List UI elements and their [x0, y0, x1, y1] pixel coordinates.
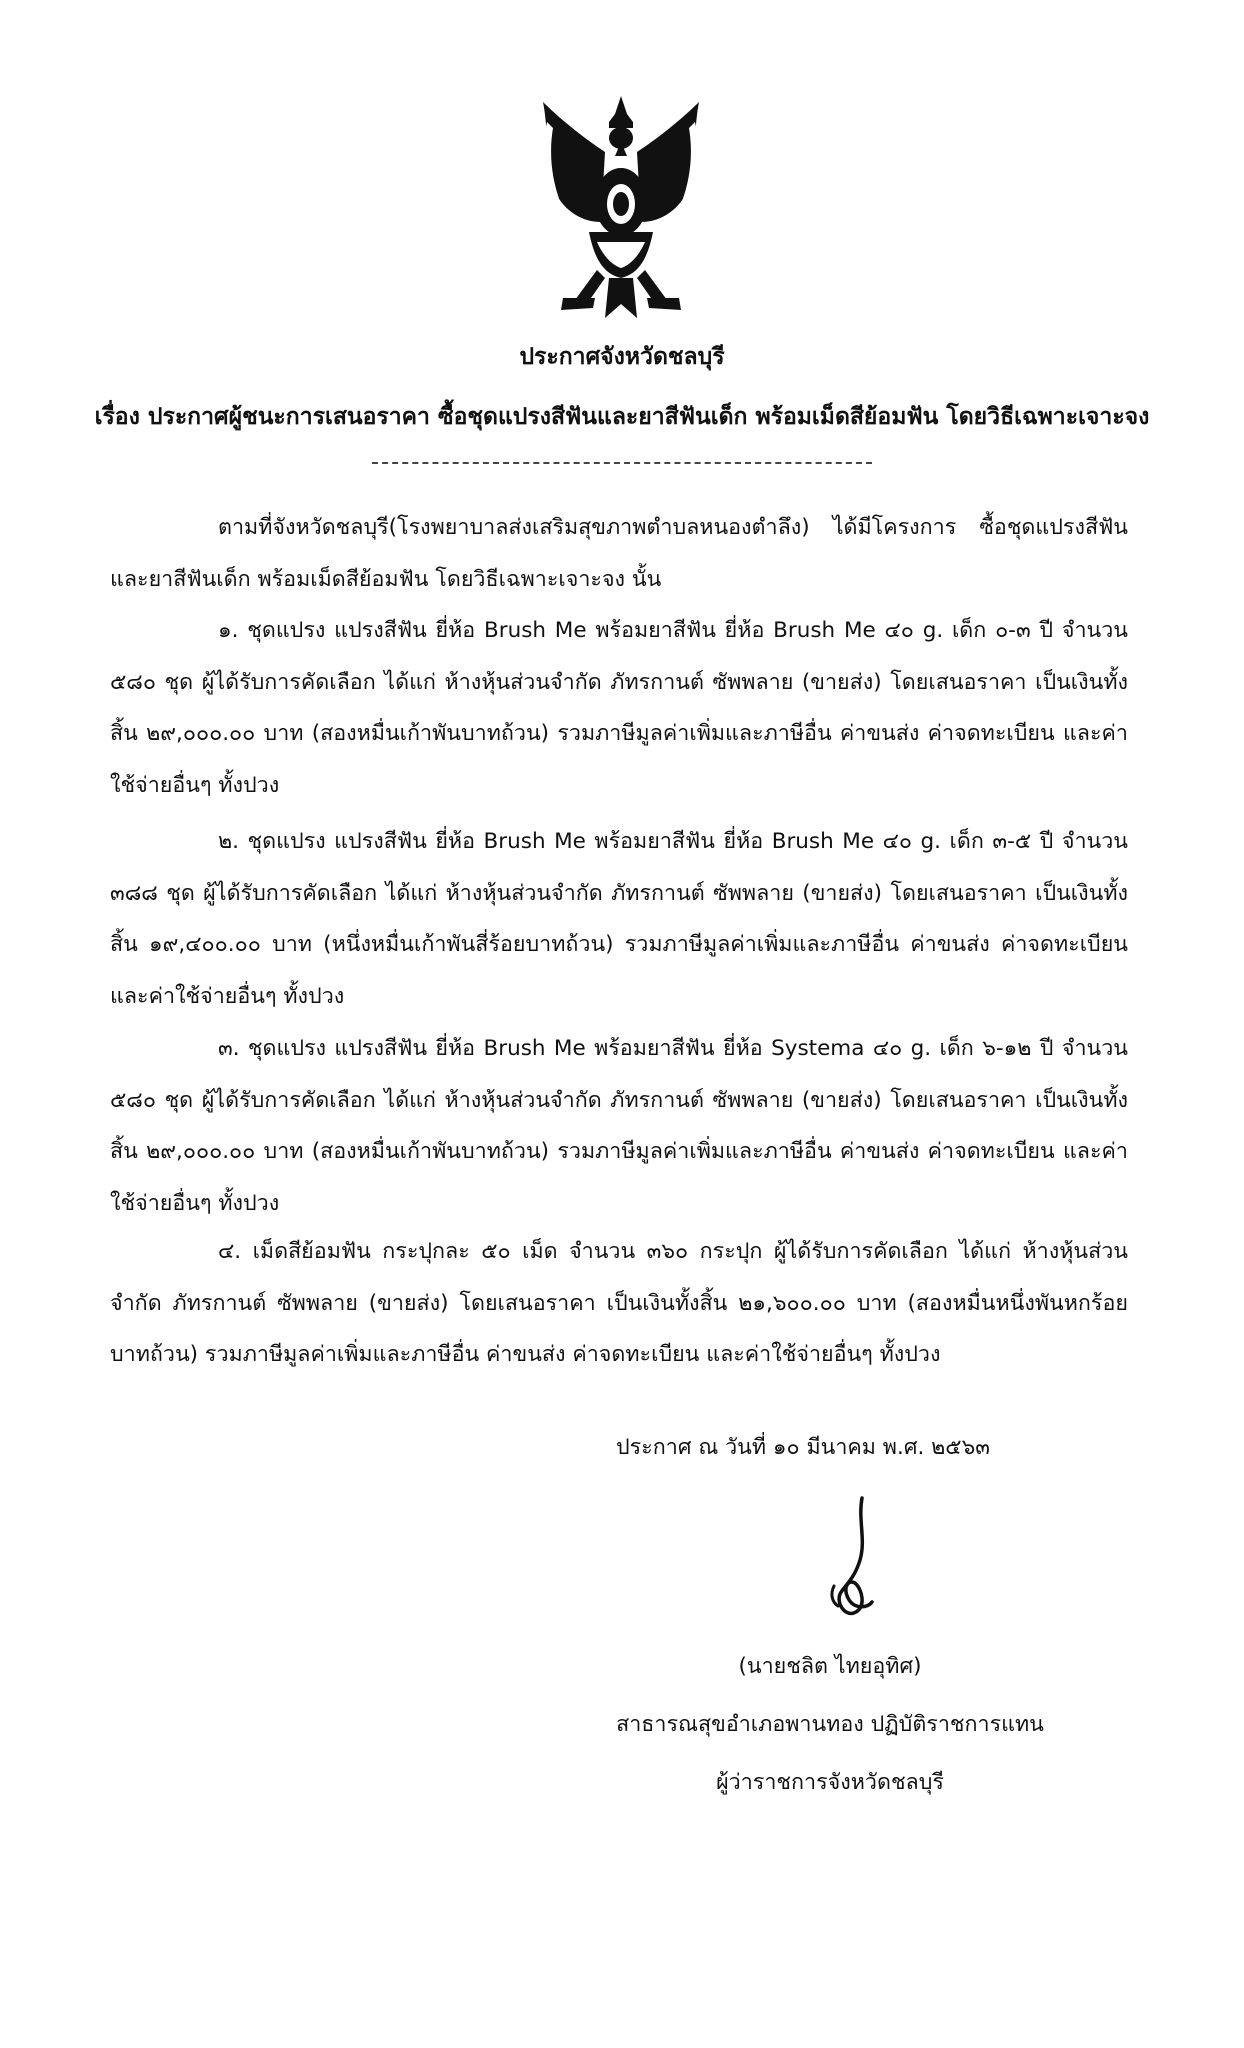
page-title: ประกาศจังหวัดชลบุรี — [519, 344, 725, 370]
garuda-emblem-icon — [535, 92, 707, 320]
item-1-paragraph: ๑. ชุดแปรง แปรงสีฟัน ยี่ห้อ Brush Me พร้อมยาสีฟัน ยี่ห้อ Brush Me ๔๐ g. เด็ก ๐-๓ ปี จำนวน ๕๘๐ ชุด ผู้ได้รับการคัดเลือก ได้แก่ ห้างหุ้นส่วนจำกัด ภัทรกานต์ ซัพพลาย (ขายส่ง) โดยเสนอราคา เป็นเงินทั้งสิ้น ๒๙,๐๐๐.๐๐ บาท (สองหมื่นเก้าพันบาทถ้วน) รวมภาษีมูลค่าเพิ่มและภาษีอื่น ค่าขนส่ง ค่าจดทะเบียน และค่าใช้จ่ายอื่นๆ ทั้งปวง — [110, 618, 1128, 798]
signer-authority: ผู้ว่าราชการจังหวัดชลบุรี — [716, 1770, 944, 1795]
intro-paragraph: ตามที่จังหวัดชลบุรี(โรงพยาบาลส่งเสริมสุขภาพตำบลหนองตำลึง) ได้มีโครงการ ซื้อชุดแปรงสีฟันและยาสีฟันเด็ก พร้อมเม็ดสีย้อมฟัน โดยวิธีเฉพาะเจาะจง นั้น — [110, 515, 1128, 592]
title-divider — [372, 462, 872, 464]
announcement-date: ประกาศ ณ วันที่ ๑๐ มีนาคม พ.ศ. ๒๕๖๓ — [616, 1435, 990, 1460]
signer-name: (นายชลิต ไทยอุทิศ) — [738, 1654, 922, 1679]
signer-position: สาธารณสุขอำเภอพานทอง ปฏิบัติราชการแทน — [616, 1712, 1044, 1737]
handwritten-signature-icon — [800, 1490, 910, 1630]
item-2-paragraph: ๒. ชุดแปรง แปรงสีฟัน ยี่ห้อ Brush Me พร้อมยาสีฟัน ยี่ห้อ Brush Me ๔๐ g. เด็ก ๓-๕ ปี จำนวน ๓๘๘ ชุด ผู้ได้รับการคัดเลือก ได้แก่ ห้างหุ้นส่วนจำกัด ภัทรกานต์ ซัพพลาย (ขายส่ง) โดยเสนอราคา เป็นเงินทั้งสิ้น ๑๙,๔๐๐.๐๐ บาท (หนึ่งหมื่นเก้าพันสี่ร้อยบาทถ้วน) รวมภาษีมูลค่าเพิ่มและภาษีอื่น ค่าขนส่ง ค่าจดทะเบียน และค่าใช้จ่ายอื่นๆ ทั้งปวง — [110, 829, 1128, 1009]
document-subject: เรื่อง ประกาศผู้ชนะการเสนอราคา ซื้อชุดแปรงสีฟันและยาสีฟันเด็ก พร้อมเม็ดสีย้อมฟัน โดยวิธีเฉพาะเจาะจง — [94, 404, 1150, 430]
item-3-paragraph: ๓. ชุดแปรง แปรงสีฟัน ยี่ห้อ Brush Me พร้อมยาสีฟัน ยี่ห้อ Systema ๔๐ g. เด็ก ๖-๑๒ ปี จำนวน ๕๘๐ ชุด ผู้ได้รับการคัดเลือก ได้แก่ ห้างหุ้นส่วนจำกัด ภัทรกานต์ ซัพพลาย (ขายส่ง) โดยเสนอราคา เป็นเงินทั้งสิ้น ๒๙,๐๐๐.๐๐ บาท (สองหมื่นเก้าพันบาทถ้วน) รวมภาษีมูลค่าเพิ่มและภาษีอื่น ค่าขนส่ง ค่าจดทะเบียน และค่าใช้จ่ายอื่นๆ ทั้งปวง — [110, 1036, 1128, 1216]
item-4-paragraph: ๔. เม็ดสีย้อมฟัน กระปุกละ ๕๐ เม็ด จำนวน ๓๖๐ กระปุก ผู้ได้รับการคัดเลือก ได้แก่ ห้างหุ้นส่วนจำกัด ภัทรกานต์ ซัพพลาย (ขายส่ง) โดยเสนอราคา เป็นเงินทั้งสิ้น ๒๑,๖๐๐.๐๐ บาท (สองหมื่นหนึ่งพันหกร้อยบาทถ้วน) รวมภาษีมูลค่าเพิ่มและภาษีอื่น ค่าขนส่ง ค่าจดทะเบียน และค่าใช้จ่ายอื่นๆ ทั้งปวง — [110, 1239, 1128, 1367]
